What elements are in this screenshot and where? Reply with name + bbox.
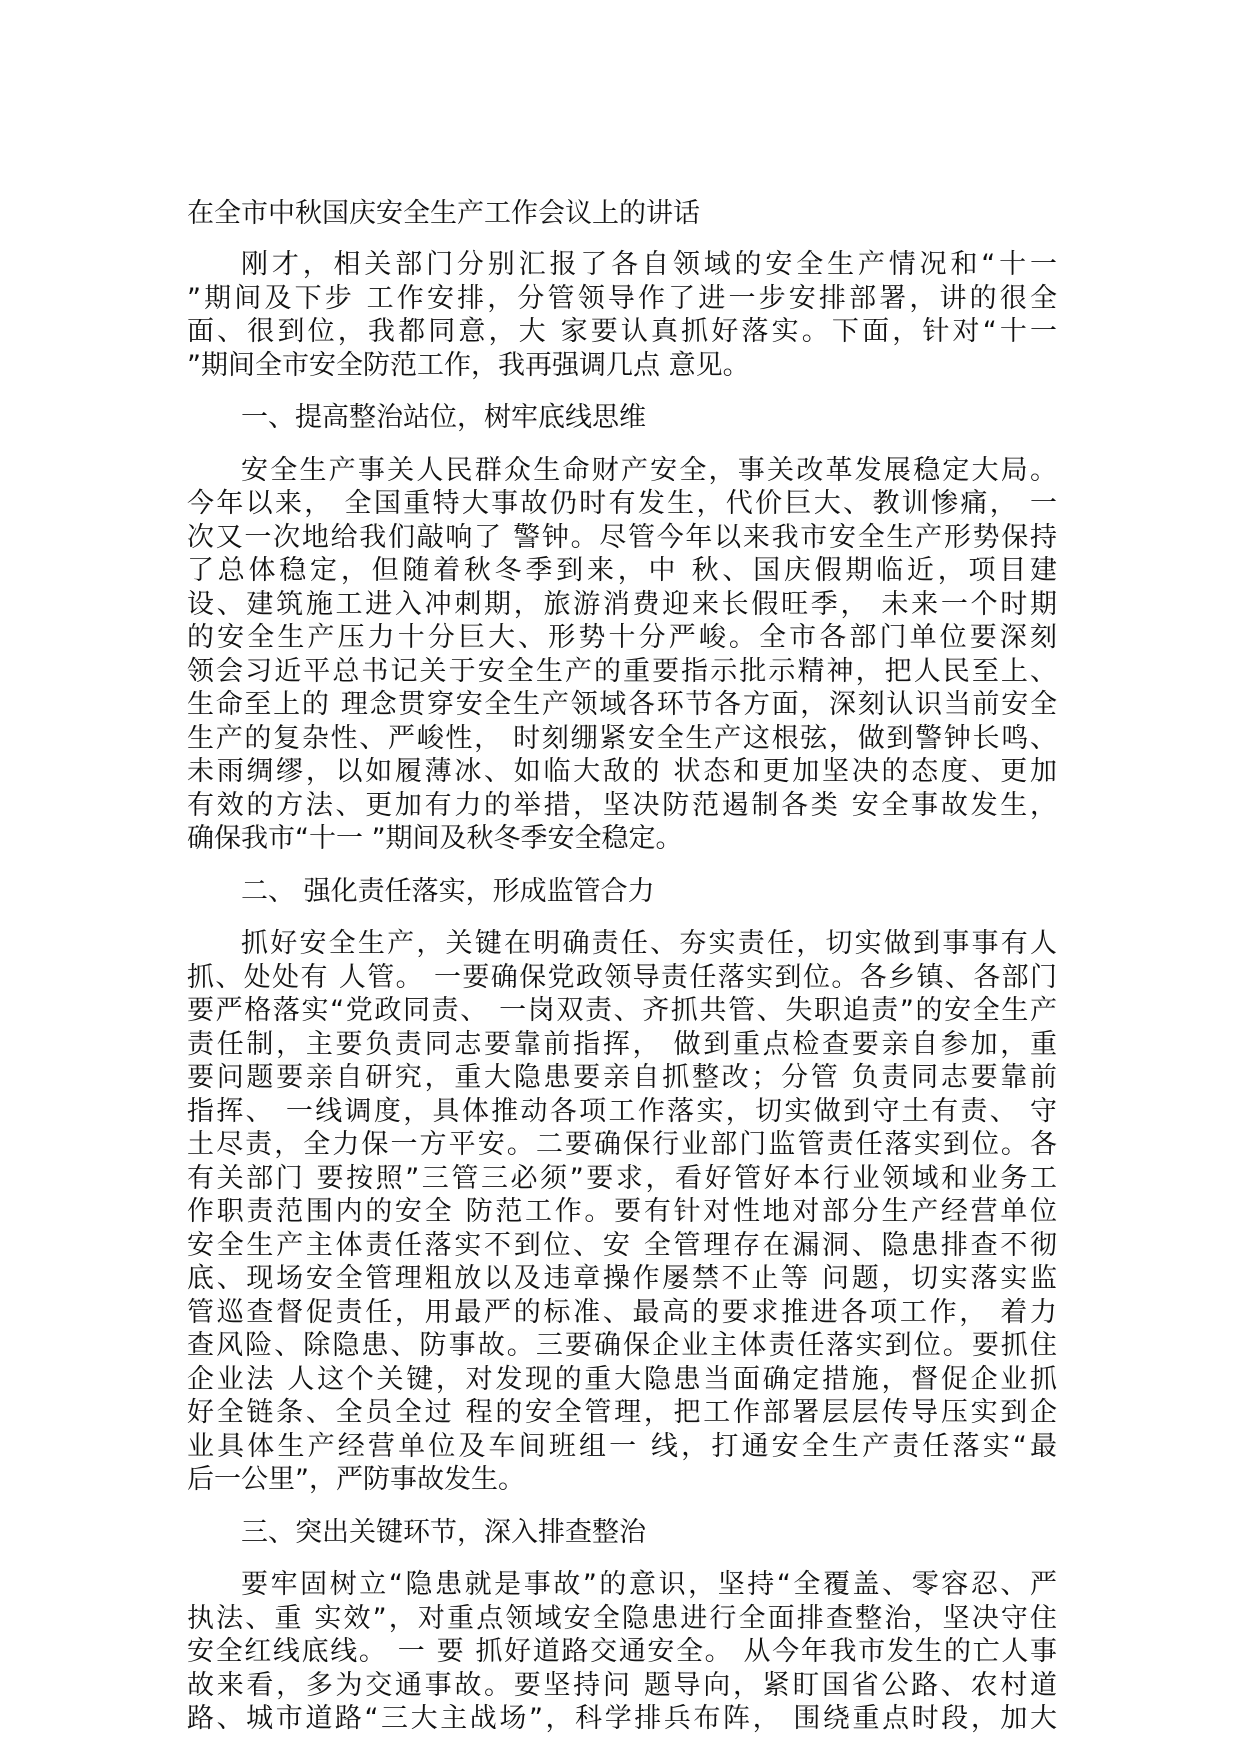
text-line: 责任制，主要负责同志要靠前指挥， 做到重点检查要亲自参加，重 [187,1028,1057,1060]
paragraph-section-3 [187,1568,1057,1736]
text-line: 查风险、除隐患、防事故。三要确保企业主体责任落实到位。要抓住 [187,1330,1057,1361]
document-page [187,198,1057,1755]
text-line: 管巡查督促责任，用最严的标准、最高的要求推进各项工作， 着力 [187,1296,1057,1328]
text-line: 安全生产事关人民群众生命财产安全，事关改革发展稳定大局。 [241,454,1057,486]
text-line: ”期间全市安全防范工作，我再强调几点 意见。 [187,349,750,381]
text-line: 执法、重 实效”，对重点领域安全隐患进行全面排查整治，坚决守住 [187,1602,1057,1634]
text-line: 底、现场安全管理粗放以及违章操作屡禁不止等 问题，切实落实监 [187,1263,1057,1294]
text-line: 面、很到位，我都同意，大 家要认真抓好落实。下面，针对“十一 [187,316,1057,347]
text-line: 刚才，相关部门分别汇报了各自领域的安全生产情况和“十一 [241,249,1057,280]
section-heading-1: 一、提高整治站位，树牢底线思维 [241,402,646,433]
section-heading-3: 三、突出关键环节，深入排查整治 [241,1516,646,1548]
text-line: 业具体生产经营单位及车间班组一 线，打通安全生产责任落实“最 [187,1430,1057,1462]
text-line: 生产的复杂性、严峻性， 时刻绷紧安全生产这根弦，做到警钟长鸣、 [187,722,1057,754]
paragraph-intro [187,248,1057,382]
section-heading-2: 二、 强化责任落实，形成监管合力 [241,875,655,907]
text-line: 设、建筑施工进入冲刺期，旅游消费迎来长假旺季， 未来一个时期 [187,588,1057,620]
text-line: 好全链条、全员全过 程的安全管理，把工作部署层层传导压实到企 [187,1397,1057,1428]
text-line: 作职责范围内的安全 防范工作。要有针对性地对部分生产经营单位 [187,1196,1057,1227]
text-line: 次又一次地给我们敲响了 警钟。尽管今年以来我市安全生产形势保持 [187,521,1057,553]
text-line: 领会习近平总书记关于安全生产的重要指示批示精神，把人民至上、 [187,655,1057,687]
text-line: 未雨绸缪，以如履薄冰、如临大敌的 状态和更加坚决的态度、更加 [187,756,1057,787]
text-line: 今年以来， 全国重特大事故仍时有发生，代价巨大、教训惨痛， 一 [187,488,1057,519]
text-line: 有关部门 要按照”三管三必须”要求，看好管好本行业领域和业务工 [187,1162,1057,1194]
text-line: ”期间及下步 工作安排，分管领导作了进一步安排部署，讲的很全 [187,282,1057,314]
paragraph-section-1 [187,454,1057,856]
text-line: 要问题要亲自研究，重大隐患要亲自抓整改；分管 负责同志要靠前 [187,1062,1057,1093]
text-line: 故来看，多为交通事故。要坚持问 题导向，紧盯国省公路、农村道 [187,1669,1057,1701]
text-line: 要严格落实“党政同责、 一岗双责、齐抓共管、失职追责”的安全生产 [187,995,1057,1026]
text-line: 抓、处处有 人管。 一要确保党政领导责任落实到位。各乡镇、各部门 [187,961,1057,993]
text-line: 路、城市道路“三大主战场”，科学排兵布阵， 围绕重点时段，加大 [187,1703,1057,1734]
text-line: 的安全生产压力十分巨大、形势十分严峻。全市各部门单位要深刻 [187,622,1057,653]
text-line: 企业法 人这个关键，对发现的重大隐患当面确定措施，督促企业抓 [187,1363,1057,1395]
text-line: 有效的方法、更加有力的举措，坚决防范遏制各类 安全事故发生， [187,789,1057,821]
paragraph-section-2 [187,927,1057,1497]
document-title: 在全市中秋国庆安全生产工作会议上的讲话 [187,198,700,229]
text-line: 安全生产主体责任落实不到位、安 全管理存在漏洞、隐患排查不彻 [187,1229,1057,1261]
text-line: 要牢固树立“隐患就是事故”的意识，坚持“全覆盖、零容忍、严 [241,1569,1057,1600]
text-line: 土尽责，全力保一方平安。二要确保行业部门监管责任落实到位。各 [187,1129,1057,1160]
text-line: 确保我市“十一 ”期间及秋冬季安全稳定。 [187,823,683,854]
text-line: 了总体稳定，但随着秋冬季到来，中 秋、国庆假期临近，项目建 [187,555,1057,586]
text-line: 指挥、 一线调度，具体推动各项工作落实，切实做到守土有责、 守 [187,1095,1057,1127]
text-line: 后一公里”，严防事故发生。 [187,1464,525,1495]
text-line: 安全红线底线。 一 要 抓好道路交通安全。 从今年我市发生的亡人事 [187,1636,1057,1667]
text-line: 抓好安全生产，关键在明确责任、夯实责任，切实做到事事有人 [241,928,1057,959]
text-line: 生命至上的 理念贯穿安全生产领域各环节各方面，深刻认识当前安全 [187,689,1057,720]
